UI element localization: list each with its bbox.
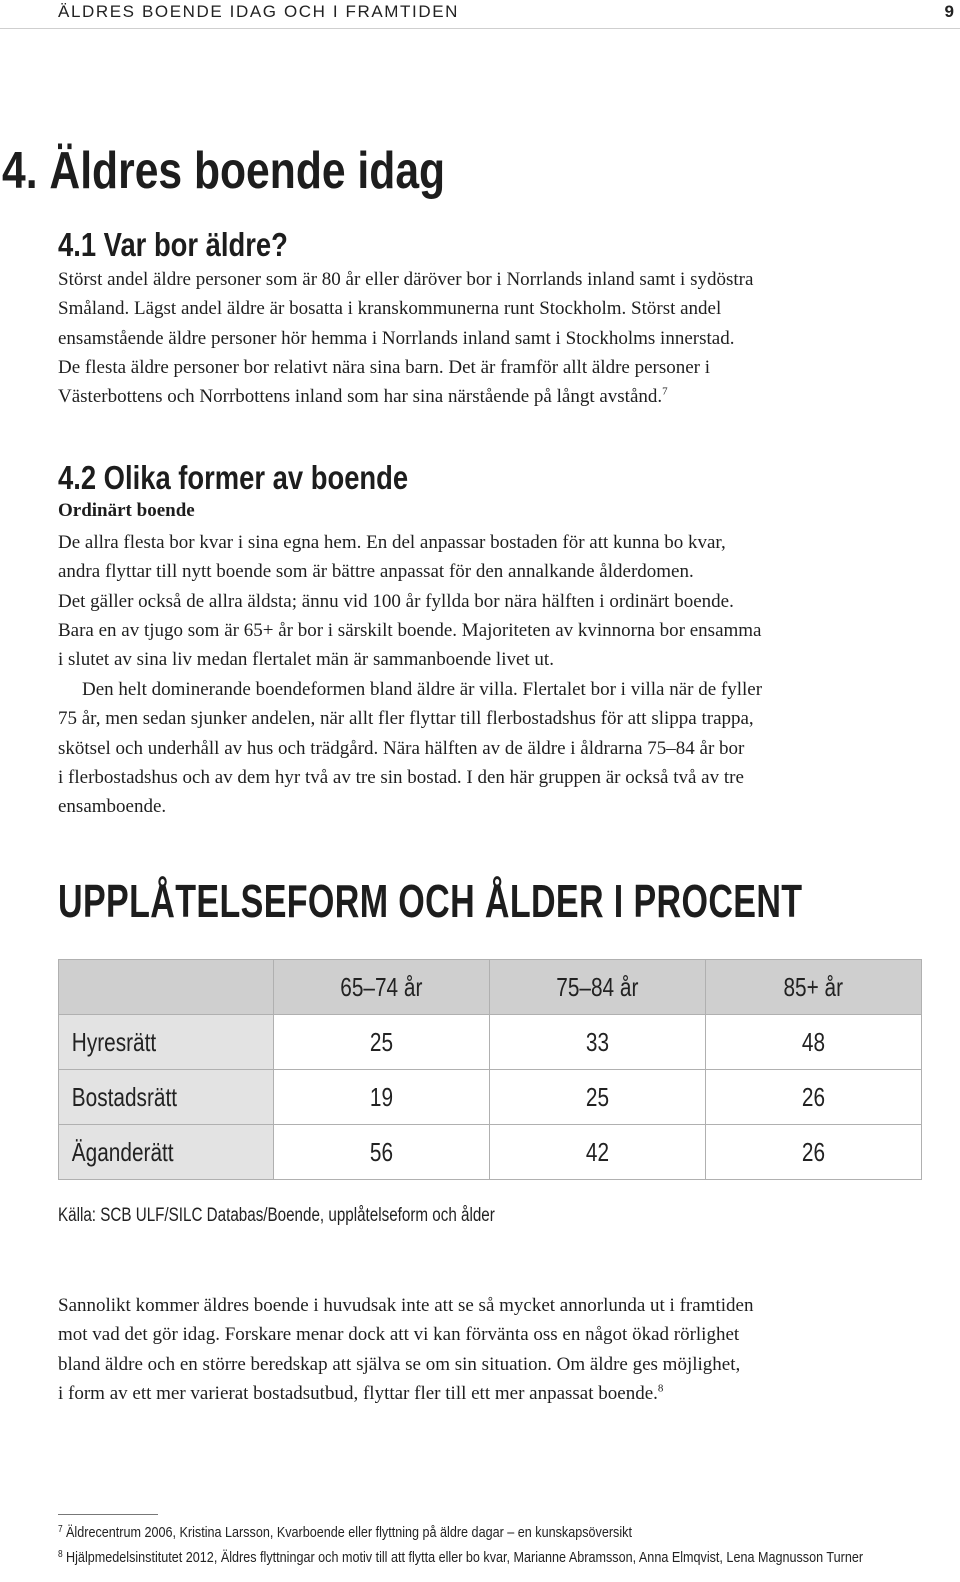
text-line: Störst andel äldre personer som är 80 år eller däröver bor i Norrlands inland samt i sydöstra: [58, 269, 754, 290]
table-cell: 33: [490, 1015, 706, 1070]
section-4-2-paragraph-1: [58, 528, 943, 674]
text-line: i slutet av sina liv medan flertalet män är sammanboende livet ut.: [58, 649, 554, 671]
table-corner-cell: [59, 960, 274, 1015]
section-heading-4-2: 4.2 Olika former av boende: [58, 459, 409, 496]
text-line: Sannolikt kommer äldres boende i huvudsak inte att se så mycket annorlunda ut i framtiden: [58, 1295, 754, 1316]
table-cell: 56: [274, 1125, 490, 1180]
text-line: De allra flesta bor kvar i sina egna hem. En del anpassar bostaden för att kunna bo kvar,: [58, 532, 726, 553]
text-line: De flesta äldre personer bor relativt nära sina barn. Det är framför allt äldre personer i: [58, 356, 711, 378]
text-line: Västerbottens och Norrbottens inland som har sina närstående på långt avstånd.: [58, 386, 663, 408]
text-line: i flerbostadshus och av dem hyr två av tre sin bostad. I den här gruppen är också två av tre: [58, 766, 744, 788]
footnote-text: Äldrecentrum 2006, Kristina Larsson, Kvarboende eller flyttning på äldre dagar – en kunskapsöversikt: [66, 1524, 632, 1541]
table-source: Källa: SCB ULF/SILC Databas/Boende, upplåtelseform och ålder: [58, 1205, 495, 1226]
table-row: [59, 1015, 922, 1070]
footnote-7: [58, 1524, 632, 1541]
header-divider: [0, 28, 960, 29]
table-row: [59, 1125, 922, 1180]
footnote-ref: 8: [657, 1382, 664, 1395]
section-4-1-paragraph: [58, 265, 943, 411]
footnote-number: 8: [58, 1549, 63, 1560]
table-cell: 26: [706, 1125, 922, 1180]
row-label: Äganderätt: [59, 1125, 274, 1180]
running-head-title: ÄLDRES BOENDE IDAG OCH I FRAMTIDEN: [58, 2, 460, 21]
text-line: 75 år, men sedan sjunker andelen, när allt fler flyttar till flerbostadshus för att slippa trappa,: [58, 708, 754, 730]
table-cell: 48: [706, 1015, 922, 1070]
text-line: ensamboende.: [58, 796, 167, 818]
tenure-age-table: [58, 959, 922, 1180]
text-line: Bara en av tjugo som är 65+ år bor i särskilt boende. Majoriteten av kvinnorna bor ensamma: [58, 619, 762, 641]
table-cell: 26: [706, 1070, 922, 1125]
table-title: UPPLÅTELSEFORM OCH ÅLDER I PROCENT: [58, 875, 803, 927]
subheading-ordinart-boende: Ordinärt boende: [58, 500, 195, 521]
table-cell: 19: [274, 1070, 490, 1125]
section-4-2-paragraph-2: [58, 675, 943, 821]
footnote-8: [58, 1549, 863, 1566]
page-number: 9: [944, 2, 954, 21]
section-heading-4-1: 4.1 Var bor äldre?: [58, 226, 288, 263]
table-header-row: [59, 960, 922, 1015]
column-header: 65–74 år: [274, 960, 490, 1015]
text-line: ensamstående äldre personer hör hemma i Norrlands inland samt i Stockholms innerstad.: [58, 327, 735, 349]
table-cell: 25: [490, 1070, 706, 1125]
column-header: 75–84 år: [490, 960, 706, 1015]
text-line: skötsel och underhåll av hus och trädgård. Nära hälften av de äldre i åldrarna 75–84 år bor: [58, 737, 745, 759]
text-line: Den helt dominerande boendeformen bland äldre är villa. Flertalet bor i villa när de fyller: [82, 679, 763, 700]
running-head: [58, 2, 958, 26]
column-header: 85+ år: [706, 960, 922, 1015]
table-cell: 42: [490, 1125, 706, 1180]
footnote-number: 7: [58, 1524, 63, 1535]
footnote-divider: [58, 1514, 158, 1515]
chapter-title: 4. Äldres boende idag: [2, 142, 446, 200]
row-label: Hyresrätt: [59, 1015, 274, 1070]
row-label: Bostadsrätt: [59, 1070, 274, 1125]
table-row: [59, 1070, 922, 1125]
text-line: bland äldre och en större beredskap att själva se om sin situation. Om äldre ges möjlighet,: [58, 1353, 741, 1375]
closing-paragraph: [58, 1291, 943, 1408]
table-cell: 25: [274, 1015, 490, 1070]
text-line: Småland. Lägst andel äldre är bosatta i kranskommunerna runt Stockholm. Störst andel: [58, 298, 722, 320]
text-line: i form av ett mer varierat bostadsutbud, flyttar fler till ett mer anpassat boende.: [58, 1382, 658, 1404]
footnote-text: Hjälpmedelsinstitutet 2012, Äldres flyttningar och motiv till att flytta eller bo kvar, Marianne Abramsson, Anna Elmqvist, Lena Magnusson Turner: [66, 1549, 864, 1566]
text-line: andra flyttar till nytt boende som är bättre anpassat för den annalkande ålderdomen.: [58, 561, 694, 583]
text-line: mot vad det gör idag. Forskare menar dock att vi kan förvänta oss en något ökad rörlighet: [58, 1324, 740, 1346]
footnote-ref: 7: [662, 385, 668, 398]
text-line: Det gäller också de allra äldsta; ännu vid 100 år fyllda bor nära hälften i ordinärt boende.: [58, 590, 734, 612]
